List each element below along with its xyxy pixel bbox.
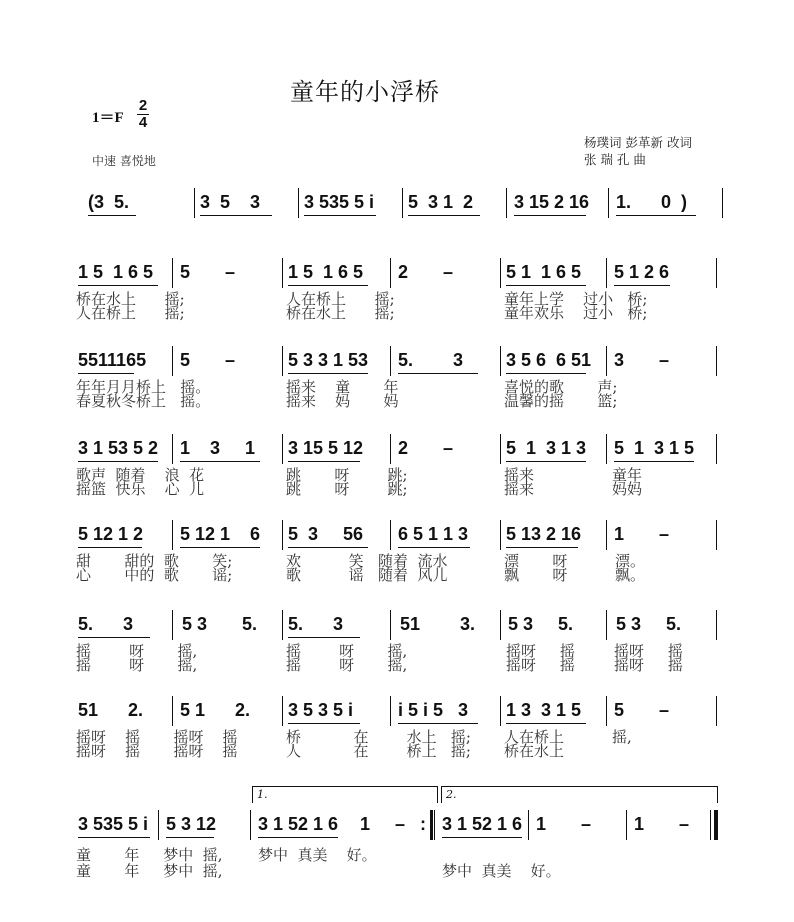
lyric-verse-1: 摇 呀 摇, [286,642,408,660]
time-signature-bottom: 4 [138,114,148,131]
lyric-verse-2: 桥在水上 摇; [286,304,395,322]
measure-notes: 5 1 3 1 5 [614,438,695,458]
barline [606,610,607,640]
final-barline-thick [714,810,718,840]
key-signature: 1＝F [92,110,124,126]
measure-notes: 5 – [614,700,670,720]
beam-underline [166,837,214,838]
lyric-verse-2: 妈妈 [612,480,643,498]
beam-underline [200,215,272,216]
measure-notes: 3 5 6 6 51 [506,350,592,370]
barline [716,434,717,464]
beam-underline [614,461,694,462]
lyric-verse-1: 年年月月桥上 摇。 [76,378,211,396]
barline [390,610,391,640]
measure-notes: 51 2. [78,700,144,720]
measure-notes: 1 5 1 6 5 [288,262,364,282]
measure-notes: 5 – [180,262,236,282]
first-ending-bracket [252,786,438,803]
lyric-verse-2: 温馨的摇 篮; [504,392,618,410]
beam-underline [506,373,586,374]
barline [298,188,299,218]
time-signature [136,98,150,131]
barline [172,610,173,640]
beam-underline [78,461,158,462]
barline [434,810,435,840]
measure-notes: 5 1 2 6 [614,262,670,282]
measure-notes: 3 535 5 i [304,192,375,212]
measure-notes: 1 – [614,524,670,544]
measure-notes: 5. 3 [78,614,134,634]
lyric-verse-1: 跳 呀 跳; [286,466,408,484]
barline [282,434,283,464]
measure-notes: 6 5 1 1 3 [398,524,469,544]
measure-notes: 5. 3 [398,350,464,370]
lyric-verse-2: 童年欢乐 过小 桥; [504,304,648,322]
lyric-verse-1: 人在桥上 摇; [286,290,395,308]
final-barline-thin [710,810,711,840]
lyric-verse-1: 欢 笑 随着 流水 [286,552,448,570]
beam-underline [78,373,134,374]
barline [500,696,501,726]
beam-underline [514,215,586,216]
beam-underline [288,637,360,638]
beam-underline [506,547,578,548]
lyric-verse-1: 摇呀 摇 摇呀 摇 [76,728,238,746]
barline [716,696,717,726]
lyric-verse-2: 摇呀 摇 [506,656,575,674]
barline [402,188,403,218]
measure-notes: 5 1 2. [180,700,251,720]
beam-underline [88,215,136,216]
measure-notes: 5 3 5. [508,614,574,634]
lyric-verse-2: 摇 呀 摇, [286,656,408,674]
measure-notes: 1 – : [360,814,427,834]
lyric-verse-1: 摇来 童 年 [286,378,399,396]
measure-notes: 3 5 3 [200,192,261,212]
measure-notes: 5 3 3 1 53 [288,350,369,370]
measure-notes: 3 5 3 5 i [288,700,354,720]
barline [282,520,283,550]
first-ending-label: 1. [257,788,268,801]
barline [282,610,283,640]
second-ending-label: 2. [446,788,457,801]
barline [172,258,173,288]
lyric-verse-1: 桥 在 水上 摇; [286,728,471,746]
lyric-verse-2: 春夏秋冬桥上 摇。 [76,392,211,410]
composer-credit: 张 瑞 孔 曲 [584,152,646,167]
barline [722,188,723,218]
lyric-verse-1: 摇 呀 摇, [76,642,198,660]
lyric-verse-1: 童 年 梦中 摇, [76,846,223,864]
barline [282,258,283,288]
measure-notes: 1 – [634,814,690,834]
barline [500,520,501,550]
lyric-verse-1: 童年上学 过小 桥; [504,290,648,308]
beam-underline [78,547,142,548]
measure-notes: 5 3 5. [616,614,682,634]
measure-notes: 1 3 1 [180,438,256,458]
barline [528,810,529,840]
measure-notes: 5 1 1 6 5 [506,262,582,282]
lyric-verse-2: 摇来 妈 妈 [286,392,399,410]
beam-underline [288,723,360,724]
measure-notes: 1. 0 ) [616,192,688,212]
beam-underline [288,373,368,374]
barline [606,434,607,464]
beam-underline [616,215,696,216]
barline [390,346,391,376]
beam-underline [258,837,338,838]
measure-notes: 2 – [398,438,454,458]
beam-underline [288,285,368,286]
measure-notes: 3 – [614,350,670,370]
measure-notes: 5 3 5. [182,614,258,634]
barline [194,188,195,218]
barline [172,520,173,550]
lyric-verse-2: 桥在水上 [504,742,565,760]
second-ending-bracket [441,786,718,803]
beam-underline [506,285,586,286]
measure-notes: 5 3 56 [288,524,364,544]
measure-notes: 5 3 1 2 [408,192,474,212]
barline [500,434,501,464]
beam-underline [614,285,670,286]
barline [716,258,717,288]
measure-notes: 3 1 52 1 6 [258,814,339,834]
time-signature-top: 2 [138,97,148,114]
barline [500,346,501,376]
barline [172,696,173,726]
beam-underline [288,461,360,462]
measure-notes: 5 12 1 2 [78,524,144,544]
lyric-verse-1: 摇呀 摇 [614,642,683,660]
barline [500,610,501,640]
barline [390,696,391,726]
measure-notes: 3 15 5 12 [288,438,364,458]
beam-underline [398,373,478,374]
measure-notes: i 5 i 5 3 [398,700,469,720]
measure-notes: 2 – [398,262,454,282]
measure-notes: 3 1 53 5 2 [78,438,159,458]
barline [506,188,507,218]
lyric-verse-1: 歌声 随着 浪 花 [76,466,205,484]
barline [282,696,283,726]
barline [626,810,627,840]
measure-notes: 3 15 2 16 [514,192,590,212]
barline [282,346,283,376]
measure-notes: 5 3 12 [166,814,217,834]
measure-notes: 5 1 3 1 3 [506,438,587,458]
lyric-verse-2: 人 在 桥上 摇; [286,742,471,760]
barline [606,346,607,376]
measure-notes: 1 – [536,814,592,834]
measure-notes: 1 3 3 1 5 [506,700,582,720]
lyricist-credit: 杨璞词 彭革新 改词 [584,135,692,150]
barline [500,258,501,288]
barline [172,346,173,376]
lyric-verse-1: 桥在水上 摇; [76,290,185,308]
barline [390,434,391,464]
measure-notes: 51 3. [400,614,476,634]
barline [716,520,717,550]
measure-notes: 5 13 2 16 [506,524,582,544]
measure-notes: (3 5. [88,192,130,212]
barline [606,258,607,288]
lyric-verse-1: 童年 [612,466,643,484]
barline [716,610,717,640]
tempo-marking: 中速 喜悦地 [92,154,156,168]
lyric-verse-2: 童 年 梦中 摇, [76,862,223,880]
barline [606,696,607,726]
beam-underline [78,837,150,838]
beam-underline [180,547,260,548]
lyric-verse-1: 摇, [612,728,632,746]
beam-underline [288,547,368,548]
lyric-verse-2: 摇呀 摇 [614,656,683,674]
beam-underline [304,215,376,216]
measure-notes: 5511165 [78,350,147,370]
beam-underline [408,215,480,216]
beam-underline [78,637,150,638]
lyric-verse-2: 摇来 [504,480,535,498]
beam-underline [506,461,586,462]
lyric-verse-1: 梦中 真美 好。 [258,846,377,864]
lyric-verse-1: 喜悦的歌 声; [504,378,618,396]
lyric-verse-2: 飘 呀 飘。 [504,566,646,584]
song-title: 童年的小浮桥 [290,78,440,106]
lyric-verse-2: 人在桥上 摇; [76,304,185,322]
measure-notes: 3 535 5 i [78,814,149,834]
measure-notes: 5 12 1 6 [180,524,261,544]
lyric-verse-1: 人在桥上 [504,728,565,746]
barline [606,520,607,550]
barline [716,346,717,376]
lyric-verse-2: 心 中的 歌 谣; [76,566,233,584]
lyric-verse-1: 甜 甜的 歌 笑; [76,552,233,570]
lyric-verse-1: 摇来 [504,466,535,484]
measure-notes: 5. 3 [288,614,344,634]
lyric-verse-1: 摇呀 摇 [506,642,575,660]
beam-underline [78,285,158,286]
barline [158,810,159,840]
barline [608,188,609,218]
beam-underline [442,837,522,838]
credits [584,134,692,168]
lyric-verse-2: 摇 呀 摇, [76,656,198,674]
beam-underline [398,723,478,724]
barline [172,434,173,464]
measure-notes: 3 1 52 1 6 [442,814,523,834]
lyric-verse-2: 歌 谣 随着 风儿 [286,566,448,584]
measure-notes: 1 5 1 6 5 [78,262,154,282]
barline [250,810,251,840]
lyric-verse-2: 摇篮 快乐 心 儿 [76,480,205,498]
beam-underline [398,547,470,548]
lyric-verse-2: 梦中 真美 好。 [442,862,561,880]
measure-notes: 5 – [180,350,236,370]
repeat-end-barline [430,810,433,840]
beam-underline [180,461,260,462]
beam-underline [506,723,586,724]
lyric-verse-2: 跳 呀 跳; [286,480,408,498]
barline [390,520,391,550]
lyric-verse-1: 漂 呀 漂。 [504,552,646,570]
barline [390,258,391,288]
lyric-verse-2: 摇呀 摇 摇呀 摇 [76,742,238,760]
